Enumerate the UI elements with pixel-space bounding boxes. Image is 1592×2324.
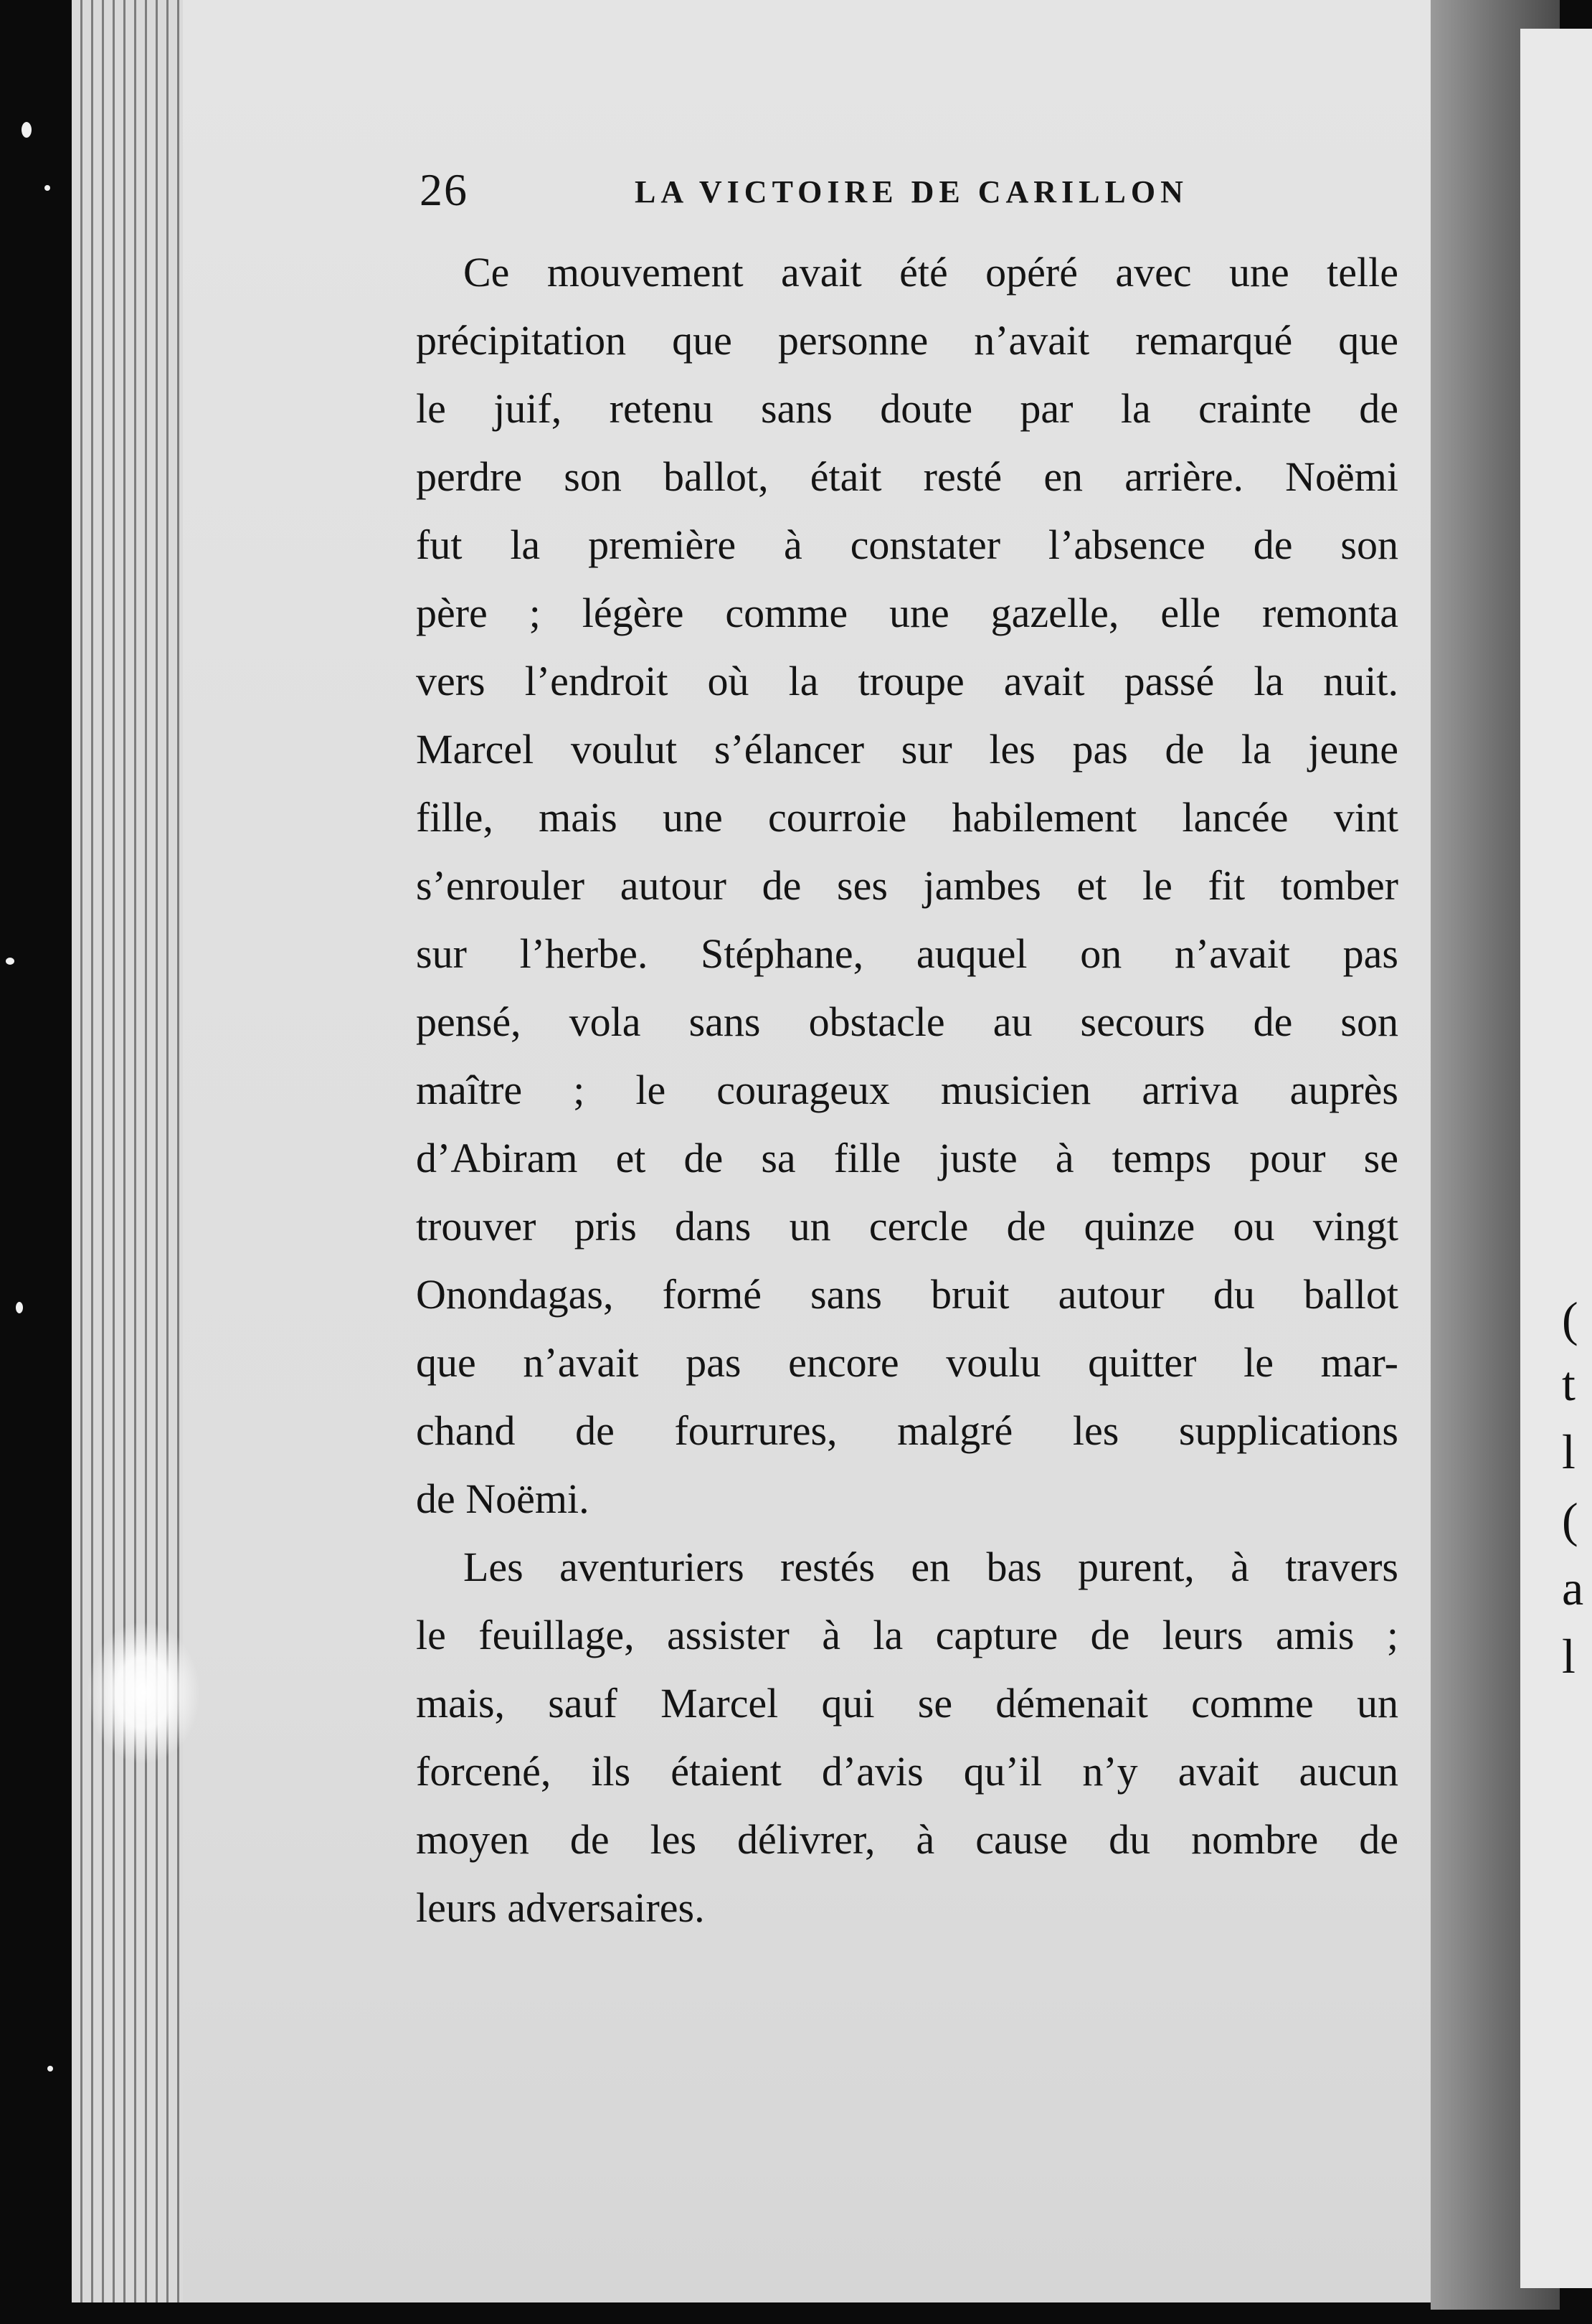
paragraph: [416, 238, 1398, 1533]
paragraph: [416, 1533, 1398, 1942]
facing-page-fragment: l: [1562, 1425, 1576, 1479]
facing-page-fragment: a: [1562, 1561, 1584, 1615]
text-line: forcené, ils étaient d’avis qu’il n’y avait aucun: [416, 1748, 1398, 1795]
text-line: perdre son ballot, était resté en arrière. Noëmi: [416, 453, 1398, 500]
text-line: chand de fourrures, malgré les supplications: [416, 1407, 1398, 1454]
text-line: moyen de les délivrer, à cause du nombre de: [416, 1816, 1398, 1863]
text-line: Ce mouvement avait été opéré avec une telle: [463, 249, 1398, 296]
text-line: d’Abiram et de sa fille juste à temps pour se: [416, 1135, 1398, 1181]
facing-page-fragment: t: [1562, 1356, 1576, 1411]
facing-page-edge: [1520, 29, 1592, 2288]
facing-page-fragment: l: [1562, 1629, 1576, 1683]
text-line: le juif, retenu sans doute par la crainte de: [416, 385, 1398, 432]
scan-speck: [22, 122, 32, 138]
scan-speck: [16, 1302, 23, 1313]
text-line: père ; légère comme une gazelle, elle remonta: [416, 590, 1398, 636]
text-line: fut la première à constater l’absence de son: [416, 521, 1398, 568]
text-line: leurs adversaires.: [416, 1884, 705, 1931]
text-line: précipitation que personne n’avait remarqué que: [416, 317, 1398, 364]
text-line: Marcel voulut s’élancer sur les pas de la jeune: [416, 726, 1398, 773]
text-line: vers l’endroit où la troupe avait passé la nuit.: [416, 658, 1398, 704]
scan-speck: [44, 185, 50, 191]
stacked-page-edges: [72, 0, 201, 2302]
text-line: trouver pris dans un cercle de quinze ou vingt: [416, 1203, 1398, 1250]
text-line: que n’avait pas encore voulu quitter le mar-: [416, 1339, 1398, 1386]
text-line: Onondagas, formé sans bruit autour du ballot: [416, 1271, 1398, 1318]
scan-speck: [47, 2066, 53, 2072]
scan-speck: [6, 958, 14, 965]
running-head-title: LA VICTOIRE DE CARILLON: [635, 174, 1188, 209]
text-line: le feuillage, assister à la capture de leurs amis ;: [416, 1612, 1398, 1658]
facing-page-fragment: (: [1562, 1292, 1578, 1346]
light-glare: [86, 1621, 201, 1765]
text-line: pensé, vola sans obstacle au secours de son: [416, 998, 1398, 1045]
body-text: [416, 238, 1398, 1942]
facing-page-fragment: (: [1562, 1493, 1578, 1547]
text-line: Les aventuriers restés en bas purent, à travers: [463, 1544, 1398, 1590]
page-number: 26: [420, 164, 468, 215]
text-line: sur l’herbe. Stéphane, auquel on n’avait pas: [416, 930, 1398, 977]
text-line: maître ; le courageux musicien arriva auprès: [416, 1067, 1398, 1113]
text-line: de Noëmi.: [416, 1475, 589, 1522]
text-line: s’enrouler autour de ses jambes et le fit tomber: [416, 862, 1398, 909]
running-head: [420, 164, 1409, 228]
text-line: mais, sauf Marcel qui se démenait comme un: [416, 1680, 1398, 1727]
text-line: fille, mais une courroie habilement lancée vint: [416, 794, 1398, 841]
